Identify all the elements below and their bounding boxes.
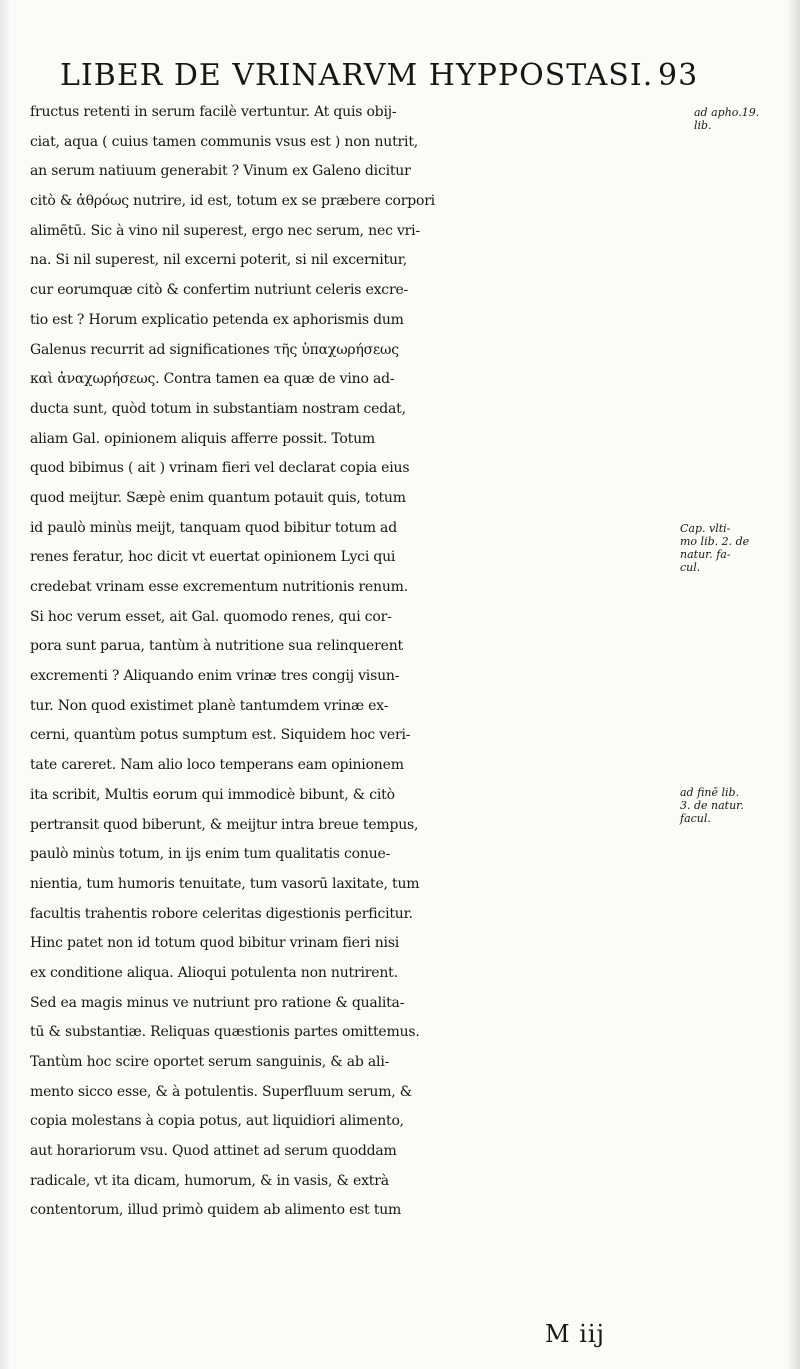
text-line: paulò minùs totum, in ijs enim tum qualitatis conue-	[30, 846, 391, 863]
text-line: καὶ ἀναχωρήσεως. Contra tamen ea quæ de vino ad-	[30, 371, 395, 388]
margin-note-line: natur. fa-	[680, 548, 731, 561]
text-line: Tantùm hoc scire oportet serum sanguinis, & ab ali-	[30, 1054, 390, 1070]
text-line: cerni, quantùm potus sumptum est. Siquidem hoc veri-	[30, 727, 411, 744]
signature-mark: M iij	[545, 1320, 605, 1348]
page-gutter-shadow	[0, 0, 10, 1369]
text-line: tū & substantiæ. Reliquas quæstionis partes omittemus.	[30, 1024, 420, 1041]
text-line: pora sunt parua, tantùm à nutritione sua relinquerent	[30, 638, 403, 655]
text-line: credebat vrinam esse excrementum nutritionis renum.	[30, 579, 408, 595]
text-line: ita scribit, Multis eorum qui immodicè bibunt, & citò	[30, 786, 395, 803]
margin-note-line: Cap. vlti-	[680, 522, 731, 535]
header-title: LIBER DE VRINARVM HYPPOSTASI.	[60, 58, 654, 93]
text-line: tio est ? Horum explicatio petenda ex aphorismis dum	[30, 311, 404, 328]
page-number: 93	[658, 58, 699, 93]
text-line: ex conditione aliqua. Alioqui potulenta non nutrirent.	[30, 964, 398, 981]
text-line: Sed ea magis minus ve nutriunt pro ratione & qualita-	[30, 994, 405, 1011]
text-line: facultis trahentis robore celeritas digestionis perficitur.	[30, 905, 413, 922]
page-edge-shadow	[786, 0, 800, 1369]
text-line: na. Si nil superest, nil excerni poterit, si nil excernitur,	[30, 252, 407, 269]
text-line: an serum natiuum generabit ? Vinum ex Galeno dicitur	[30, 163, 411, 180]
text-line: id paulò minùs meijt, tanquam quod bibitur totum ad	[30, 519, 397, 536]
text-line: Galenus recurrit ad significationes τῆς ὑπαχωρήσεως	[30, 341, 399, 358]
margin-note-line: mo lib. 2. de	[680, 535, 750, 548]
text-line: fructus retenti in serum facilè vertuntur. At quis obij-	[30, 104, 397, 120]
text-line: alimētū. Sic à vino nil superest, ergo nec serum, nec vri-	[30, 222, 420, 239]
text-line: quod meijtur. Sæpè enim quantum potauit quis, totum	[30, 489, 406, 506]
text-line: quod bibimus ( ait ) vrinam fieri vel declarat copia eius	[30, 460, 410, 477]
text-line: aliam Gal. opinionem aliquis afferre possit. Totum	[30, 430, 375, 447]
text-line: excrementi ? Aliquando enim vrinæ tres congij visun-	[30, 668, 400, 685]
text-line: nientia, tum humoris tenuitate, tum vasorū laxitate, tum	[30, 875, 420, 892]
text-line: citò & ἀθρόως nutrire, id est, totum ex se præbere corpori	[30, 193, 435, 210]
text-line: mento sicco esse, & à potulentis. Superfluum serum, &	[30, 1083, 413, 1100]
text-line: contentorum, illud primò quidem ab alimento est tum	[30, 1202, 402, 1219]
text-line: tate careret. Nam alio loco temperans eam opinionem	[30, 757, 404, 774]
text-line: Si hoc verum esset, ait Gal. quomodo renes, qui cor-	[30, 608, 392, 625]
running-header	[60, 58, 700, 98]
margin-note-line: cul.	[680, 561, 701, 574]
margin-note-line: 3. de natur.	[680, 799, 744, 812]
text-line: ducta sunt, quòd totum in substantiam nostram cedat,	[30, 400, 406, 417]
margin-note-line: ad finē lib.	[680, 786, 740, 799]
margin-note-3	[680, 786, 785, 825]
text-line: ciat, aqua ( cuius tamen communis vsus est ) non nutrit,	[30, 133, 418, 150]
margin-note-line: lib.	[694, 119, 712, 132]
text-line: copia molestans à copia potus, aut liquidiori alimento,	[30, 1113, 404, 1130]
text-line: Hinc patet non id totum quod bibitur vrinam fieri nisi	[30, 935, 400, 952]
text-line: renes feratur, hoc dicit vt euertat opinionem Lyci qui	[30, 549, 396, 566]
text-line: cur eorumquæ citò & confertim nutriunt celeris excre-	[30, 282, 409, 299]
text-line: aut horariorum vsu. Quod attinet ad serum quoddam	[30, 1143, 397, 1160]
text-line: radicale, vt ita dicam, humorum, & in vasis, & extrà	[30, 1172, 389, 1189]
text-line: pertransit quod biberunt, & meijtur intra breue tempus,	[30, 816, 419, 833]
margin-note-line: facul.	[680, 812, 711, 825]
margin-note-line: ad apho.19.	[694, 106, 760, 119]
text-body	[30, 98, 690, 1226]
margin-note-1	[694, 106, 799, 132]
text-line: tur. Non quod existimet planè tantumdem vrinæ ex-	[30, 697, 389, 714]
margin-note-2	[680, 522, 785, 574]
